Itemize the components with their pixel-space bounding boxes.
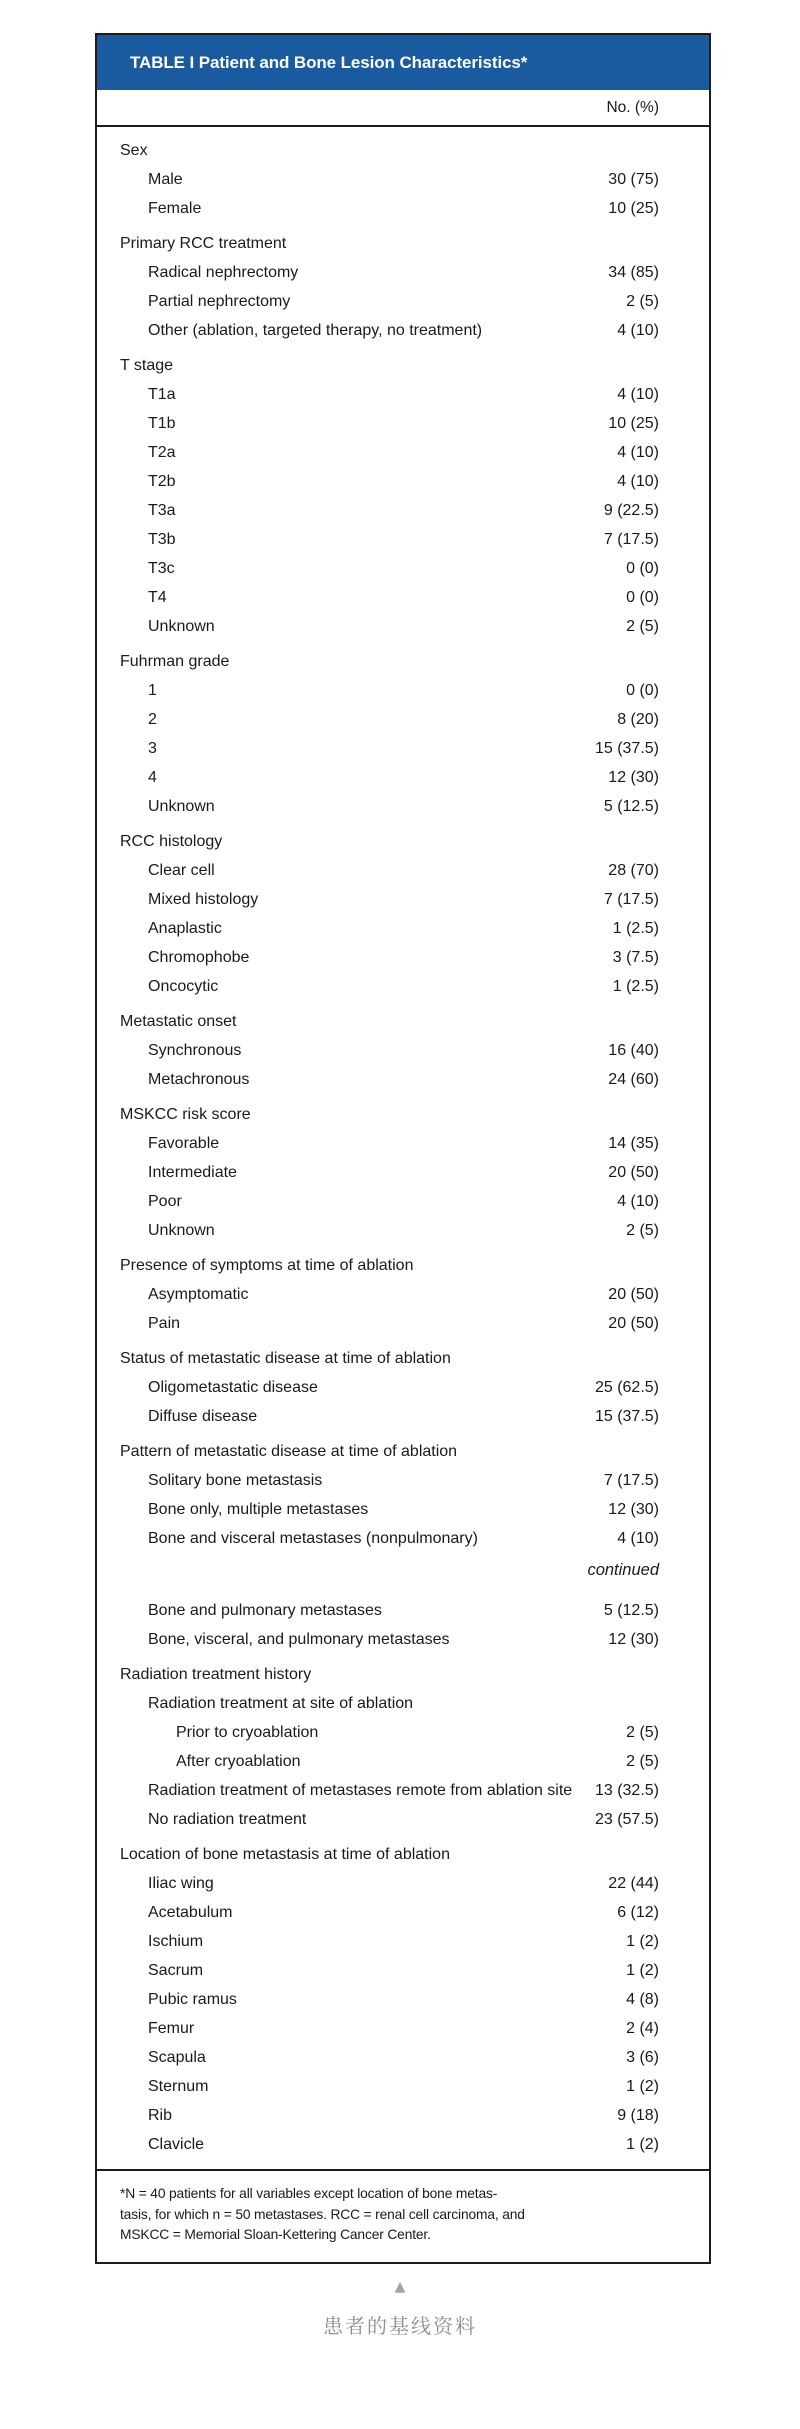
figure-caption: 患者的基线资料 <box>323 2313 477 2338</box>
table-row <box>97 1065 709 1094</box>
table-row <box>97 1129 709 1158</box>
row-label: Radiation treatment of metastases remote from ablation site <box>148 1782 573 1799</box>
row-value: 22 (44) <box>608 1875 659 1892</box>
row-label: 3 <box>148 740 157 757</box>
table-row <box>97 1187 709 1216</box>
row-label: Clear cell <box>148 862 215 879</box>
row-label: Diffuse disease <box>148 1408 258 1425</box>
row-label: Bone and visceral metastases (nonpulmonary) <box>148 1530 478 1547</box>
row-value: 34 (85) <box>608 264 659 281</box>
row-label: Radical nephrectomy <box>148 264 299 281</box>
row-label: Rib <box>148 2107 173 2124</box>
row-value: 7 (17.5) <box>603 891 659 908</box>
row-label: Pain <box>148 1315 181 1332</box>
row-value: 12 (30) <box>608 1631 659 1648</box>
table-row <box>97 1927 709 1956</box>
section-header-label: Status of metastatic disease at time of ablation <box>120 1350 451 1367</box>
row-label: Oncocytic <box>148 978 219 995</box>
table-row <box>97 1036 709 1065</box>
table-row <box>97 676 709 705</box>
row-value: 28 (70) <box>608 862 659 879</box>
section-header-label: Fuhrman grade <box>120 653 230 670</box>
row-value: 3 (7.5) <box>612 949 659 966</box>
row-label: T3c <box>148 560 175 577</box>
table-row <box>97 1596 709 1625</box>
row-label: Other (ablation, targeted therapy, no treatment) <box>148 322 483 339</box>
row-value: 12 (30) <box>608 1501 659 1518</box>
table-row <box>97 1625 709 1654</box>
row-value: 30 (75) <box>608 171 659 188</box>
row-label: Anaplastic <box>148 920 222 937</box>
row-value: 3 (6) <box>626 2049 659 2066</box>
row-label: Clavicle <box>148 2136 205 2153</box>
table-row <box>97 1898 709 1927</box>
row-value: 2 (5) <box>626 1724 659 1741</box>
row-value: 6 (12) <box>617 1904 659 1921</box>
row-label: Intermediate <box>148 1164 237 1181</box>
table-row <box>97 409 709 438</box>
row-label: T3b <box>148 531 176 548</box>
section-header-label: Pattern of metastatic disease at time of ablation <box>120 1443 458 1460</box>
table-row <box>97 885 709 914</box>
row-label: Bone and pulmonary metastases <box>148 1602 382 1619</box>
section-header-label: T stage <box>120 357 174 374</box>
row-label: Femur <box>148 2020 195 2037</box>
table-row <box>97 1747 709 1776</box>
row-value: 2 (4) <box>626 2020 659 2037</box>
row-label: Metachronous <box>148 1071 250 1088</box>
row-value: 4 (10) <box>617 386 659 403</box>
section-header-label: Sex <box>120 142 148 159</box>
section-header-row <box>97 1437 709 1466</box>
row-value: 0 (0) <box>626 589 659 606</box>
section-header-row <box>97 1251 709 1280</box>
row-label: T3a <box>148 502 176 519</box>
table-section <box>97 1344 709 1431</box>
table-row <box>97 467 709 496</box>
row-value: 1 (2) <box>626 1933 659 1950</box>
row-value: 2 (5) <box>626 1753 659 1770</box>
section-header-row <box>97 1007 709 1036</box>
row-label: Asymptomatic <box>148 1286 249 1303</box>
row-label: No radiation treatment <box>148 1811 307 1828</box>
section-header-label: Presence of symptoms at time of ablation <box>120 1257 414 1274</box>
table-section <box>97 1437 709 1654</box>
table-row <box>97 1402 709 1431</box>
characteristics-table <box>95 33 711 2264</box>
row-value: 20 (50) <box>608 1164 659 1181</box>
row-value: 0 (0) <box>626 560 659 577</box>
row-label: Partial nephrectomy <box>148 293 291 310</box>
row-label: T4 <box>148 589 167 606</box>
row-label: Favorable <box>148 1135 220 1152</box>
row-label: Synchronous <box>148 1042 242 1059</box>
row-value: 2 (5) <box>626 1222 659 1239</box>
row-label: T2b <box>148 473 176 490</box>
table-section <box>97 136 709 223</box>
row-label: Bone only, multiple metastases <box>148 1501 369 1518</box>
row-value: 5 (12.5) <box>603 798 659 815</box>
row-value: 8 (20) <box>617 711 659 728</box>
row-value: 0 (0) <box>626 682 659 699</box>
row-label: T1b <box>148 415 176 432</box>
table-row <box>97 2043 709 2072</box>
table-section <box>97 351 709 641</box>
section-header-row <box>97 1660 709 1689</box>
row-value: 4 (10) <box>617 1193 659 1210</box>
row-value: 15 (37.5) <box>594 1408 659 1425</box>
row-label: T2a <box>148 444 176 461</box>
row-label: Radiation treatment at site of ablation <box>148 1695 414 1712</box>
column-header-row <box>97 90 709 127</box>
row-label: Sacrum <box>148 1962 204 1979</box>
continued-label: continued <box>587 1561 659 1579</box>
table-title: TABLE I Patient and Bone Lesion Characteristics* <box>130 52 528 72</box>
section-header-row <box>97 827 709 856</box>
table-section <box>97 647 709 821</box>
caption-area <box>0 2280 800 2339</box>
row-value: 15 (37.5) <box>594 740 659 757</box>
continued-marker <box>97 1553 709 1596</box>
footnote-line: *N = 40 patients for all variables except location of bone metas- <box>120 2186 498 2201</box>
row-label: Scapula <box>148 2049 206 2066</box>
row-label: Chromophobe <box>148 949 250 966</box>
row-value: 20 (50) <box>608 1315 659 1332</box>
row-value: 12 (30) <box>608 769 659 786</box>
table-row <box>97 554 709 583</box>
table-row <box>97 165 709 194</box>
table-row <box>97 316 709 345</box>
row-label: Ischium <box>148 1933 204 1950</box>
table-row <box>97 1805 709 1834</box>
table-row <box>97 1495 709 1524</box>
row-label: Unknown <box>148 1222 215 1239</box>
table-row <box>97 1689 709 1718</box>
table-row <box>97 734 709 763</box>
footnote-line: MSKCC = Memorial Sloan-Kettering Cancer Center. <box>120 2227 431 2242</box>
row-label: 1 <box>148 682 157 699</box>
row-value: 16 (40) <box>608 1042 659 1059</box>
row-value: 5 (12.5) <box>603 1602 659 1619</box>
table-row <box>97 1158 709 1187</box>
table-row <box>97 380 709 409</box>
section-header-row <box>97 229 709 258</box>
row-value: 1 (2) <box>626 1962 659 1979</box>
table-row <box>97 1280 709 1309</box>
table-row <box>97 1524 709 1553</box>
row-value: 4 (10) <box>617 473 659 490</box>
table-row <box>97 1718 709 1747</box>
section-header-row <box>97 1840 709 1869</box>
row-value: 10 (25) <box>608 415 659 432</box>
table-section <box>97 827 709 1001</box>
row-label: Female <box>148 200 202 217</box>
row-label: After cryoablation <box>176 1753 301 1770</box>
table-section <box>97 1100 709 1245</box>
table-section <box>97 1007 709 1094</box>
row-value: 23 (57.5) <box>594 1811 659 1828</box>
row-label: Male <box>148 171 183 188</box>
table-row <box>97 705 709 734</box>
table-row <box>97 2130 709 2159</box>
row-value: 4 (10) <box>617 322 659 339</box>
table-body <box>97 127 709 2169</box>
table-row <box>97 1373 709 1402</box>
row-value: 20 (50) <box>608 1286 659 1303</box>
table-row <box>97 914 709 943</box>
table-row <box>97 1956 709 1985</box>
row-value: 4 (10) <box>617 1530 659 1547</box>
table-row <box>97 496 709 525</box>
row-label: Sternum <box>148 2078 209 2095</box>
table-row <box>97 2014 709 2043</box>
table-footnote <box>97 2169 709 2262</box>
section-header-label: MSKCC risk score <box>120 1106 251 1123</box>
row-label: Bone, visceral, and pulmonary metastases <box>148 1631 450 1648</box>
table-section <box>97 1840 709 2159</box>
table-row <box>97 1309 709 1338</box>
row-value: 2 (5) <box>626 618 659 635</box>
row-label: Acetabulum <box>148 1904 233 1921</box>
section-header-row <box>97 136 709 165</box>
section-header-row <box>97 647 709 676</box>
row-value: 7 (17.5) <box>603 531 659 548</box>
table-row <box>97 258 709 287</box>
section-header-row <box>97 1344 709 1373</box>
row-value: 1 (2) <box>626 2078 659 2095</box>
row-label: Pubic ramus <box>148 1991 237 2008</box>
row-label: Prior to cryoablation <box>176 1724 319 1741</box>
section-header-row <box>97 1100 709 1129</box>
table-row <box>97 2101 709 2130</box>
table-row <box>97 287 709 316</box>
table-section <box>97 1251 709 1338</box>
section-header-label: Location of bone metastasis at time of ablation <box>120 1846 450 1863</box>
row-value: 24 (60) <box>608 1071 659 1088</box>
row-value: 7 (17.5) <box>603 1472 659 1489</box>
section-header-label: Radiation treatment history <box>120 1666 312 1683</box>
table-row <box>97 1869 709 1898</box>
row-label: Solitary bone metastasis <box>148 1472 323 1489</box>
row-label: 4 <box>148 769 157 786</box>
table-row <box>97 194 709 223</box>
row-label: 2 <box>148 711 157 728</box>
table-row <box>97 525 709 554</box>
row-value: 25 (62.5) <box>594 1379 659 1396</box>
table-section <box>97 229 709 345</box>
table-row <box>97 1985 709 2014</box>
row-value: 13 (32.5) <box>594 1782 659 1799</box>
table-row <box>97 792 709 821</box>
row-value: 9 (22.5) <box>603 502 659 519</box>
row-label: Poor <box>148 1193 182 1210</box>
section-header-label: RCC histology <box>120 833 223 850</box>
row-label: Unknown <box>148 798 215 815</box>
row-value: 4 (10) <box>617 444 659 461</box>
table-row <box>97 972 709 1001</box>
value-column-header: No. (%) <box>606 98 659 116</box>
table-row <box>97 1776 709 1805</box>
table-row <box>97 612 709 641</box>
footnote-line: tasis, for which n = 50 metastases. RCC = renal cell carcinoma, and <box>120 2206 525 2222</box>
table-row <box>97 438 709 467</box>
table-row <box>97 856 709 885</box>
table-row <box>97 1216 709 1245</box>
row-value: 14 (35) <box>608 1135 659 1152</box>
row-value: 1 (2.5) <box>612 978 659 995</box>
table-row <box>97 1466 709 1495</box>
section-header-label: Metastatic onset <box>120 1013 237 1030</box>
row-label: Iliac wing <box>148 1875 214 1892</box>
row-value: 1 (2.5) <box>612 920 659 937</box>
section-header-row <box>97 351 709 380</box>
section-header-label: Primary RCC treatment <box>120 235 287 252</box>
row-value: 9 (18) <box>617 2107 659 2124</box>
row-label: Unknown <box>148 618 215 635</box>
table-row <box>97 583 709 612</box>
table-row <box>97 2072 709 2101</box>
row-value: 1 (2) <box>626 2136 659 2153</box>
row-value: 10 (25) <box>608 200 659 217</box>
triangle-up-icon: ▲ <box>394 2278 406 2295</box>
table-title-bar <box>97 35 709 90</box>
row-value: 2 (5) <box>626 293 659 310</box>
table-row <box>97 763 709 792</box>
row-value: 4 (8) <box>626 1991 659 2008</box>
table-row <box>97 943 709 972</box>
row-label: T1a <box>148 386 176 403</box>
table-section <box>97 1660 709 1834</box>
row-label: Mixed histology <box>148 891 259 908</box>
row-label: Oligometastatic disease <box>148 1379 318 1396</box>
